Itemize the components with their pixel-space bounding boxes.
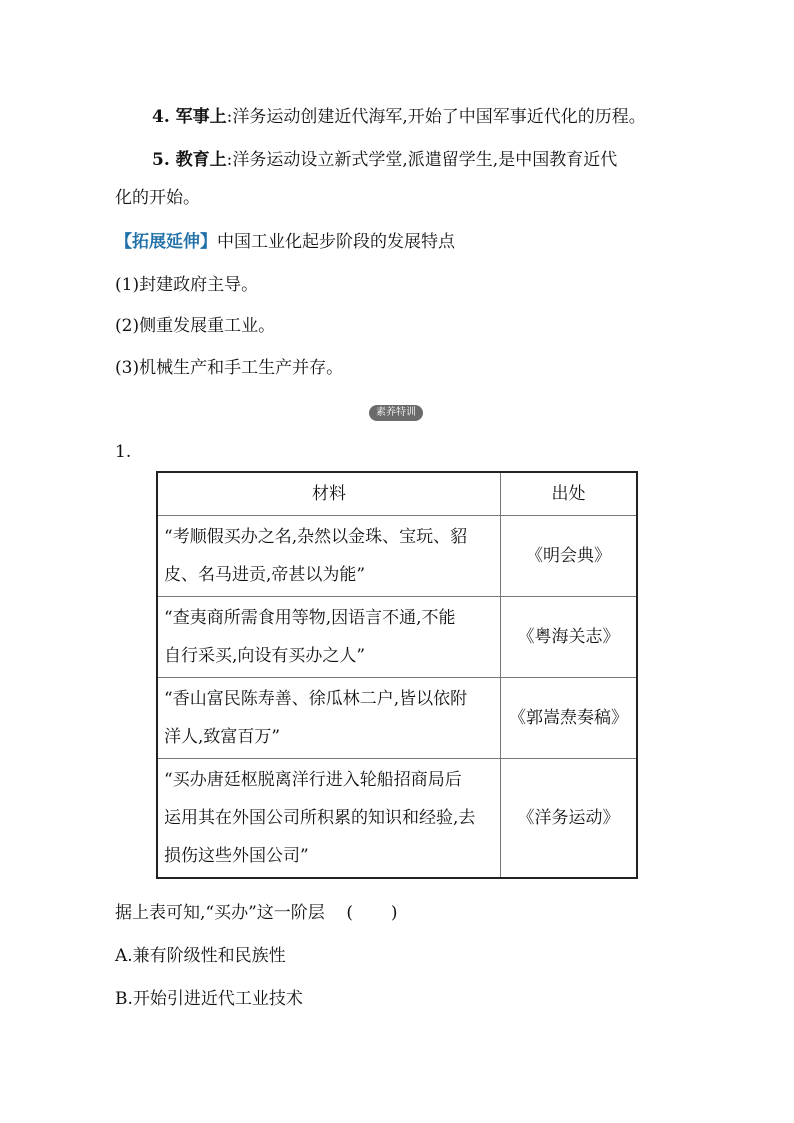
- material-cell: [157, 678, 501, 759]
- extension-tag: 【拓展延伸】: [115, 232, 217, 252]
- table-row: [157, 597, 637, 678]
- extension-heading: [115, 222, 455, 262]
- section-badge: 素养特训: [369, 405, 423, 421]
- material-line: “香山富民陈寿善、徐瓜林二户,皆以依附: [164, 689, 468, 709]
- material-line: 损伤这些外国公司”: [164, 846, 309, 866]
- source-cell: 《郭嵩焘奏稿》: [501, 678, 638, 759]
- table-header-row: [157, 472, 637, 516]
- option-b[interactable]: B.开始引进近代工业技术: [115, 989, 303, 1009]
- material-cell: [157, 759, 501, 879]
- source-cell: 《洋务运动》: [501, 759, 638, 879]
- extension-item-1: (1)封建政府主导。: [115, 275, 259, 295]
- material-line: 自行采买,向设有买办之人”: [164, 646, 366, 666]
- material-line: 洋人,致富百万”: [164, 727, 281, 747]
- header-material: 材料: [157, 472, 501, 516]
- source-cell: 《粤海关志》: [501, 597, 638, 678]
- point-military-body: :洋务运动创建近代海军,开始了中国军事近代化的历程。: [226, 107, 646, 127]
- point-military-head: 4. 军事上: [152, 107, 227, 127]
- point-education-cont: 化的开始。: [115, 188, 200, 208]
- question-stem: 据上表可知,“买办”这一阶层 ( ): [115, 903, 398, 923]
- extension-item-2: (2)侧重发展重工业。: [115, 316, 276, 336]
- material-line: “考顺假买办之名,杂然以金珠、宝玩、貂: [164, 527, 468, 547]
- point-education: [152, 140, 617, 180]
- option-a[interactable]: A.兼有阶级性和民族性: [115, 946, 286, 966]
- extension-item-3: (3)机械生产和手工生产并存。: [115, 358, 344, 378]
- table-row: [157, 678, 637, 759]
- material-cell: [157, 597, 501, 678]
- material-line: “查夷商所需食用等物,因语言不通,不能: [164, 608, 456, 628]
- material-cell: [157, 516, 501, 597]
- source-table: [156, 471, 638, 879]
- material-line: 皮、名马进贡,帝甚以为能”: [164, 565, 366, 585]
- extension-title: 中国工业化起步阶段的发展特点: [217, 232, 455, 252]
- point-education-head: 5. 教育上: [152, 150, 227, 170]
- point-education-body: :洋务运动设立新式学堂,派遣留学生,是中国教育近代: [226, 150, 618, 170]
- table-row: [157, 516, 637, 597]
- material-line: “买办唐廷枢脱离洋行进入轮船招商局后: [164, 770, 462, 790]
- table-row: [157, 759, 637, 879]
- question-number: 1.: [115, 442, 132, 462]
- material-line: 运用其在外国公司所积累的知识和经验,去: [164, 808, 476, 828]
- source-cell: 《明会典》: [501, 516, 638, 597]
- header-source: 出处: [501, 472, 638, 516]
- point-military: [152, 97, 646, 137]
